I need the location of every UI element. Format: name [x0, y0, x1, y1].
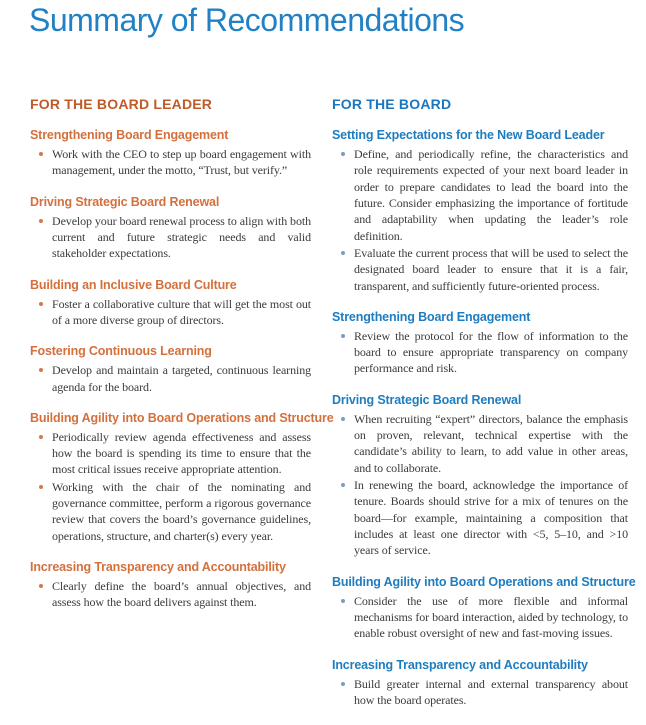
column-board [332, 96, 636, 708]
bullet-list [332, 328, 628, 377]
recommendation-section [30, 128, 311, 179]
recommendation-section [30, 560, 311, 611]
bullet-text: Clearly define the board’s annual objectives, and assess how the board delivers against them. [52, 579, 311, 610]
bullet-dot-icon [341, 417, 345, 421]
bullet-item [332, 245, 628, 294]
bullet-dot-icon [341, 152, 345, 156]
bullet-dot-icon [341, 599, 345, 603]
bullet-dot-icon [341, 682, 345, 686]
bullet-list [332, 411, 628, 559]
bullet-text: Consider the use of more flexible and informal mechanisms for board interaction, aided by technology, to enable robust oversight of new and fast-moving issues. [354, 593, 628, 641]
bullet-list [30, 429, 311, 544]
bullet-item [332, 411, 628, 476]
bullet-item [30, 479, 311, 544]
recommendation-section [332, 310, 628, 377]
bullet-dot-icon [39, 485, 43, 489]
section-heading: Strengthening Board Engagement [30, 128, 229, 142]
bullet-text: Build greater internal and external transparency about how the board operates. [354, 676, 628, 707]
bullet-text: In renewing the board, acknowledge the importance of tenure. Boards should strive for a mix of tenures on the board—for example, maintaining a composition that includes at least one director with <5, 5–10, and >10 years of service. [354, 478, 628, 558]
bullet-text: Review the protocol for the flow of information to the board to ensure appropriate transparency on company performance and risk. [354, 328, 628, 376]
bullet-list [30, 578, 311, 611]
section-heading: Strengthening Board Engagement [332, 309, 531, 324]
bullet-text: When recruiting “expert” directors, balance the emphasis on proven, relevant, technical expertise with the candidate’s ability to learn, to add value in other areas, and to collaborate. [354, 411, 628, 475]
section-heading: Driving Strategic Board Renewal [30, 194, 220, 209]
bullet-text: Define, and periodically refine, the characteristics and role requirements expected of your next board leader in order to prepare candidates to lead the board into the future. Consider emphasizing the importance of fortitude and adaptability when updating the leader’s role definition. [354, 147, 628, 243]
bullet-list [30, 296, 311, 329]
recommendation-section [332, 393, 628, 559]
bullet-dot-icon [39, 152, 43, 156]
bullet-item [332, 146, 628, 244]
bullet-item [332, 477, 628, 559]
column-header: FOR THE BOARD LEADER [30, 96, 213, 112]
page-title: Summary of Recommendations [29, 2, 465, 38]
bullet-list [332, 593, 628, 642]
bullet-list [30, 362, 311, 395]
bullet-text: Develop and maintain a targeted, continuous learning agenda for the board. [52, 363, 311, 394]
bullet-dot-icon [39, 584, 43, 588]
bullet-dot-icon [39, 368, 43, 372]
bullet-list [332, 146, 628, 294]
bullet-item [30, 146, 311, 179]
recommendation-section [332, 658, 628, 709]
column-sections [30, 128, 334, 611]
bullet-text: Work with the CEO to step up board engagement with management, under the motto, “Trust, but verify.” [52, 147, 311, 178]
column-sections [332, 128, 636, 708]
bullet-item [332, 676, 628, 709]
bullet-item [30, 296, 311, 329]
bullet-text: Develop your board renewal process to align with both current and future strategic needs and valid stakeholder expectations. [52, 213, 311, 261]
bullet-list [332, 676, 628, 709]
section-heading: Increasing Transparency and Accountability [30, 560, 286, 574]
bullet-dot-icon [39, 219, 43, 223]
column-board-leader [30, 96, 334, 708]
bullet-dot-icon [39, 435, 43, 439]
recommendation-section [332, 574, 636, 642]
bullet-item [332, 328, 628, 377]
section-heading: Building Agility into Board Operations and Structure [30, 410, 334, 425]
bullet-text: Working with the chair of the nominating and governance committee, perform a rigorous governance review that covers the board’s governance guidelines, operations, structure, and charter(s) every year. [52, 479, 311, 543]
section-heading: Building an Inclusive Board Culture [30, 277, 237, 292]
bullet-text: Foster a collaborative culture that will get the most out of a more diverse group of directors. [52, 296, 311, 327]
bullet-list [30, 146, 311, 179]
bullet-dot-icon [341, 251, 345, 255]
bullet-item [30, 362, 311, 395]
bullet-list [30, 213, 311, 262]
section-heading: Increasing Transparency and Accountability [332, 657, 588, 672]
bullet-item [30, 578, 311, 611]
recommendation-section [332, 128, 628, 294]
bullet-item [30, 429, 311, 478]
bullet-dot-icon [341, 483, 345, 487]
section-heading: Setting Expectations for the New Board Leader [332, 128, 605, 142]
bullet-item [30, 213, 311, 262]
bullet-dot-icon [39, 302, 43, 306]
column-header: FOR THE BOARD [332, 96, 452, 112]
recommendation-section [30, 344, 311, 395]
section-heading: Driving Strategic Board Renewal [332, 392, 522, 407]
bullet-item [332, 593, 628, 642]
bullet-text: Periodically review agenda effectiveness and assess how the board is spending its time to ensure that the most critical issues receive appropriate attention. [52, 429, 311, 477]
recommendation-section [30, 195, 311, 262]
columns-container [30, 96, 636, 708]
recommendation-section [30, 278, 311, 329]
bullet-text: Evaluate the current process that will be used to select the designated board leader to ensure that it is a fair, transparent, and sufficiently future-oriented process. [354, 245, 628, 293]
section-heading: Fostering Continuous Learning [30, 344, 212, 359]
recommendation-section [30, 410, 334, 544]
section-heading: Building Agility into Board Operations and Structure [332, 574, 636, 589]
bullet-dot-icon [341, 334, 345, 338]
